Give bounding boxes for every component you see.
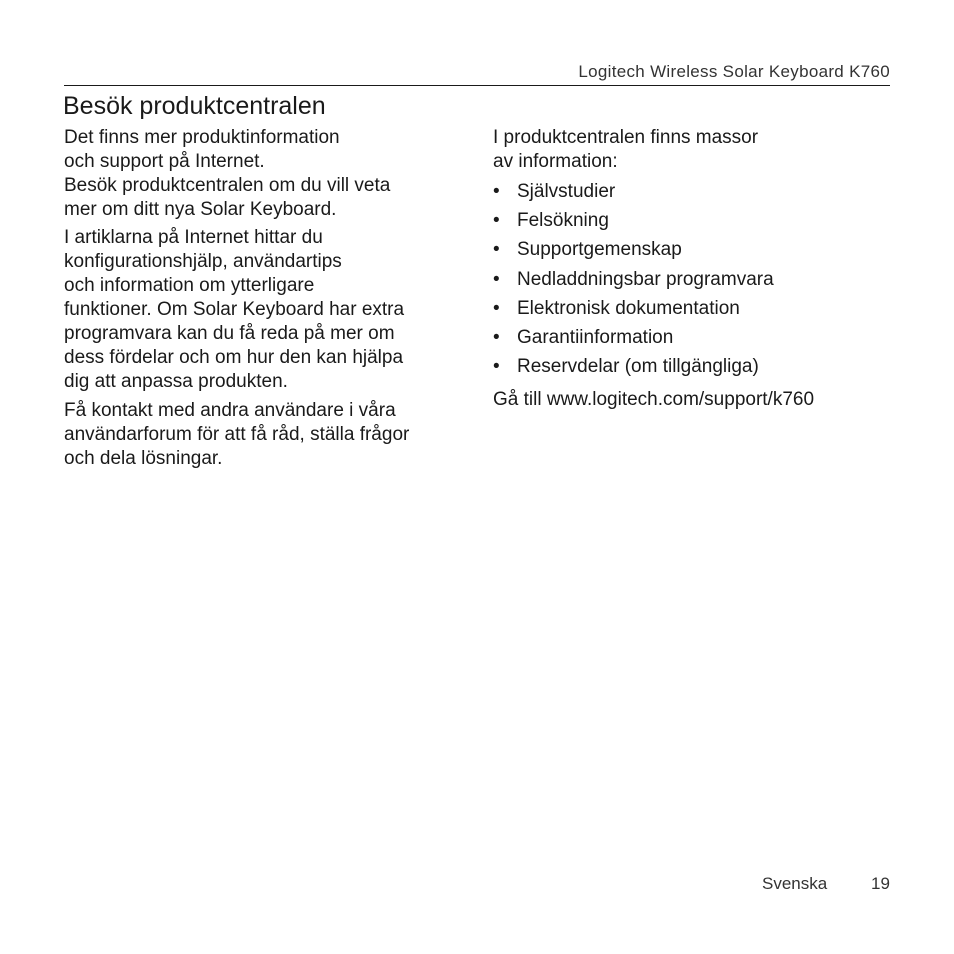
footer-language: Svenska — [762, 874, 828, 893]
feature-list — [493, 180, 893, 384]
text-line: I produktcentralen finns massor — [493, 127, 759, 148]
section-heading: Besök produktcentralen — [63, 92, 326, 120]
text-line: funktioner. Om Solar Keyboard har extra — [64, 299, 405, 320]
paragraph-articles — [64, 226, 464, 394]
support-link-text: Gå till www.logitech.com/support/k760 — [493, 389, 815, 411]
text-line: mer om ditt nya Solar Keyboard. — [64, 199, 337, 220]
list-item — [493, 355, 893, 384]
list-item-label: Elektronisk dokumentation — [517, 297, 740, 319]
left-column — [64, 126, 464, 471]
list-item-label: Supportgemenskap — [517, 239, 682, 261]
list-item-label: Felsökning — [517, 210, 609, 232]
paragraph-forums — [64, 399, 464, 471]
text-line: och support på Internet. — [64, 151, 265, 172]
text-line: dess fördelar och om hur den kan hjälpa — [64, 347, 404, 368]
text-line: dig att anpassa produkten. — [64, 371, 288, 392]
list-item — [493, 209, 893, 238]
right-column — [493, 126, 893, 412]
text-line: och information om ytterligare — [64, 275, 315, 296]
page-header-title: Logitech Wireless Solar Keyboard K760 — [578, 62, 890, 81]
list-item — [493, 268, 893, 297]
list-item-label: Självstudier — [517, 181, 616, 202]
text-line: Det finns mer produktinformation — [64, 127, 340, 148]
text-line: I artiklarna på Internet hittar du — [64, 227, 323, 248]
list-item — [493, 326, 893, 355]
bullet-icon: • — [493, 326, 500, 348]
footer-page-number: 19 — [871, 874, 890, 893]
header-divider — [64, 85, 890, 86]
bullet-icon: • — [493, 210, 500, 232]
list-item-label: Garantiinformation — [517, 326, 674, 348]
text-line: och dela lösningar. — [64, 448, 223, 469]
text-line: Besök produktcentralen om du vill veta — [64, 175, 391, 196]
text-line: användarforum för att få råd, ställa frågor — [64, 424, 410, 445]
text-line: Få kontakt med andra användare i våra — [64, 400, 396, 421]
bullet-icon: • — [493, 356, 500, 378]
bullet-icon: • — [493, 297, 500, 319]
bullet-icon: • — [493, 239, 500, 261]
text-line: programvara kan du få reda på mer om — [64, 323, 395, 344]
list-item — [493, 238, 893, 267]
text-line: av information: — [493, 151, 618, 172]
list-item-label: Nedladdningsbar programvara — [517, 268, 774, 290]
text-line: konfigurationshjälp, användartips — [64, 251, 342, 272]
list-item — [493, 180, 893, 209]
paragraph-intro — [493, 126, 893, 174]
list-item-label: Reservdelar (om tillgängliga) — [517, 356, 759, 378]
bullet-icon: • — [493, 181, 500, 202]
list-item — [493, 297, 893, 326]
bullet-icon: • — [493, 268, 500, 290]
paragraph-more-info — [64, 126, 464, 222]
